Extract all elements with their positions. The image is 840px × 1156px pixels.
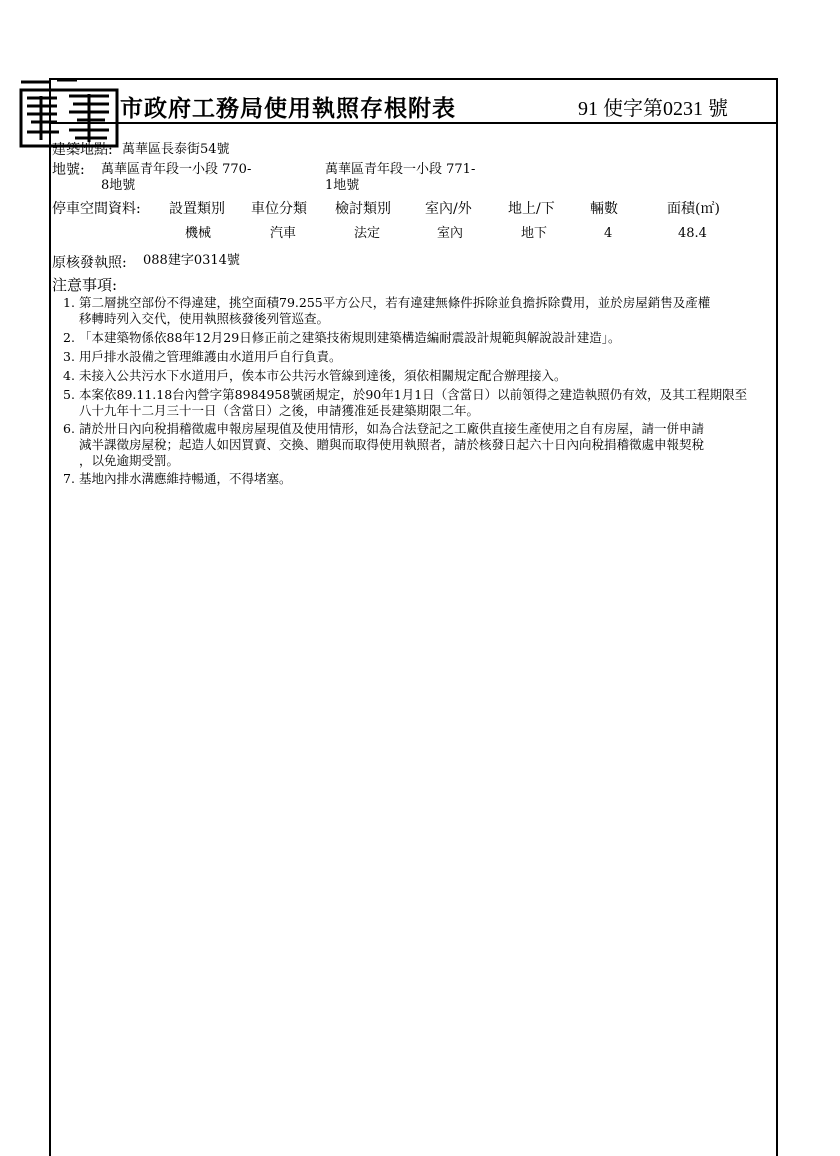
note-item	[63, 349, 775, 365]
note-text-continued: ，以免逾期受罰。	[79, 453, 180, 468]
note-text: 「本建築物係依88年12月29日修正前之建築技術規則建築構造編耐震設計規範與解說設計建造」。	[79, 330, 621, 345]
note-text-continued: 八十九年十二月三十一日（含當日）之後，申請獲准延長建築期限二年。	[79, 403, 480, 418]
parking-value-above-below: 地下	[521, 226, 548, 241]
original-permit-label: 原核發執照:	[52, 255, 127, 271]
lot-label: 地號:	[52, 162, 85, 178]
note-text-continued: 減半課徵房屋稅；起造人如因買賣、交換、贈與而取得使用執照者，請於核發日起六十日內向稅捐稽徵處申報契稅	[79, 437, 705, 452]
note-item	[63, 295, 775, 311]
parking-label: 停車空間資料:	[52, 201, 141, 217]
original-permit-value: 088建字0314號	[143, 253, 240, 268]
permit-number: 91 使字第0231 號	[578, 98, 728, 120]
note-text: 未接入公共污水下水道用戶，俟本市公共污水管線到達後，須依相關規定配合辦理接入。	[79, 368, 567, 383]
note-text: 本案依89.11.18台內營字第8984958號函規定，於90年1月1日（含當日）以前領得之建造執照仍有效，及其工程期限至	[79, 387, 748, 402]
note-text: 用戶排水設備之管理維護由水道用戶自行負責。	[79, 349, 342, 364]
document-title: 市政府工務局使用執照存根附表	[120, 95, 456, 122]
lot1-line1: 萬華區青年段一小段 770-	[101, 162, 252, 177]
note-text-continued: 移轉時列入交代，使用執照核發後列管巡查。	[79, 311, 330, 326]
note-number: 5.	[63, 387, 75, 402]
parking-header-indoor-outdoor: 室內/外	[425, 201, 472, 217]
note-number: 3.	[63, 349, 75, 364]
lot1-line2: 8地號	[101, 178, 136, 193]
lot2-line1: 萬華區青年段一小段 771-	[325, 162, 476, 177]
note-number: 7.	[63, 471, 75, 486]
note-item	[63, 330, 775, 346]
note-text: 基地內排水溝應維持暢通，不得堵塞。	[79, 471, 292, 486]
note-text: 請於卅日內向稅捐稽徵處申報房屋現值及使用情形，如為合法登記之工廠供直接生產使用之自有房屋，請一併申請	[79, 421, 705, 436]
note-number: 2.	[63, 330, 75, 345]
parking-value-setup-type: 機械	[185, 226, 212, 241]
parking-value-space-class: 汽車	[270, 226, 297, 241]
note-item	[63, 471, 775, 487]
parking-value-count: 4	[604, 226, 613, 241]
address-value: 萬華區長泰街54號	[122, 142, 230, 157]
parking-header-above-below: 地上/下	[508, 201, 555, 217]
parking-value-indoor-outdoor: 室內	[437, 226, 464, 241]
document-frame	[49, 78, 778, 1156]
note-item	[63, 387, 775, 403]
parking-header-setup-type: 設置類別	[169, 201, 225, 217]
parking-value-area: 48.4	[678, 226, 707, 241]
note-number: 4.	[63, 368, 75, 383]
note-number: 6.	[63, 421, 75, 436]
parking-value-review-type: 法定	[354, 226, 381, 241]
lot2-line2: 1地號	[325, 178, 360, 193]
note-item	[63, 421, 775, 437]
parking-header-space-class: 車位分類	[251, 201, 307, 217]
address-label: 建築地點:	[52, 142, 113, 158]
note-number: 1.	[63, 295, 75, 310]
notes-title: 注意事項:	[52, 276, 118, 294]
note-text: 第二層挑空部份不得違建，挑空面積79.255平方公尺，若有違建無條件拆除並負擔拆除費用，並於房屋銷售及產權	[79, 295, 711, 310]
note-item	[63, 368, 775, 384]
parking-header-review-type: 檢討類別	[335, 201, 391, 217]
parking-header-area: 面積(㎡)	[667, 201, 720, 217]
parking-header-count: 輛數	[590, 201, 618, 217]
